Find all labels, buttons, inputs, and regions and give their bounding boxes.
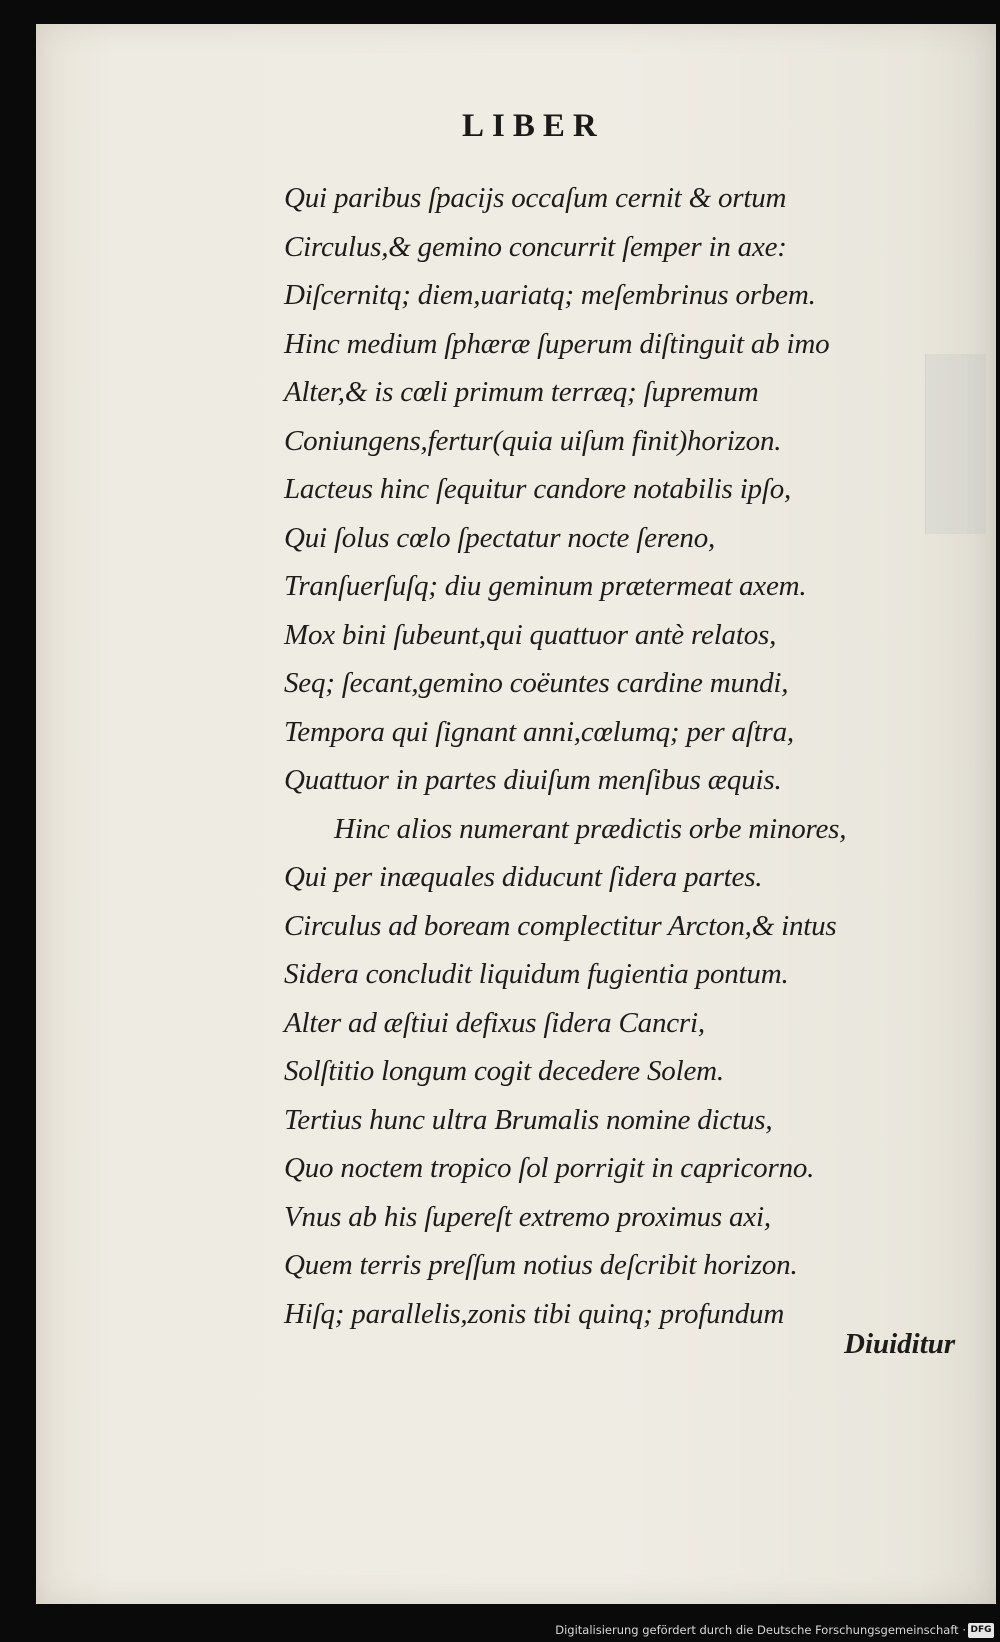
verse-line-6: Coniungens,fertur(quia uiſum finit)horizon. [284, 424, 782, 457]
verse-line-9: Tranſuerſuſq; diu geminum prætermeat axem. [284, 570, 807, 602]
verse-line-14: Hinc alios numerant prædictis orbe minores, [334, 812, 847, 845]
verse-line-4: Hinc medium ſphæræ ſuperum diſtinguit ab imo [284, 327, 830, 360]
verse-line-23: Quem terris preſſum notius deſcribit horizon. [284, 1249, 798, 1281]
verse-line-7: Lacteus hinc ſequitur candore notabilis ipſo, [284, 473, 792, 505]
verse-line-18: Alter ad æſtiui defixus ſidera Cancri, [284, 1006, 705, 1039]
verse-line-16: Circulus ad boream complectitur Arcton,& intus [284, 909, 837, 942]
verse-line-20: Tertius hunc ultra Brumalis nomine dictus, [284, 1103, 773, 1136]
verse-line-2: Circulus,& gemino concurrit ſemper in axe: [284, 230, 787, 263]
running-head: LIBER [462, 108, 605, 144]
verse-line-8: Qui ſolus cœlo ſpectatur nocte ſereno, [284, 521, 716, 554]
verse-line-19: Solſtitio longum cogit decedere Solem. [284, 1055, 724, 1087]
catchword: Diuiditur [844, 1328, 956, 1360]
verse-line-3: Diſcernitq; diem,uariatq; meſembrinus orbem. [284, 279, 816, 311]
verse-line-13: Quattuor in partes diuiſum menſibus æquis. [284, 764, 782, 796]
dfg-logo-icon: DFG [968, 1623, 994, 1638]
verse-line-24: Hiſq; parallelis,zonis tibi quinq; profundum [284, 1297, 785, 1330]
digitization-credit [555, 1620, 966, 1640]
verse-block [284, 174, 984, 1338]
verse-line-1: Qui paribus ſpacijs occaſum cernit & ortum [284, 182, 787, 214]
verse-line-22: Vnus ab his ſupereſt extremo proximus axi, [284, 1200, 771, 1233]
verse-line-21: Quo noctem tropico ſol porrigit in capricorno. [284, 1152, 815, 1184]
verse-line-12: Tempora qui ſignant anni,cœlumq; per aſtra, [284, 715, 794, 748]
verse-line-11: Seq; ſecant,gemino coëuntes cardine mundi, [284, 667, 789, 699]
verse-line-5: Alter,& is cœli primum terræq; ſupremum [284, 376, 759, 408]
verse-line-15: Qui per inæquales diducunt ſidera partes. [284, 861, 763, 893]
verse-line-10: Mox bini ſubeunt,qui quattuor antè relatos, [284, 618, 777, 651]
credit-text: Digitalisierung gefördert durch die Deutsche Forschungsgemeinschaft · [555, 1623, 966, 1637]
verse-line-17: Sidera concludit liquidum fugientia pontum. [284, 958, 789, 990]
